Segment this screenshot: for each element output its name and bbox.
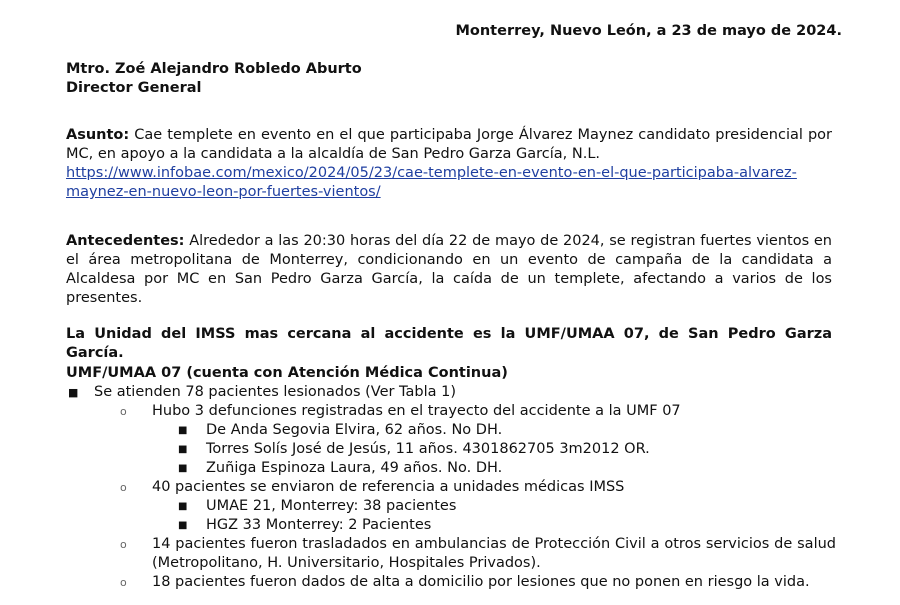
list-item: ■ Torres Solís José de Jesús, 11 años. 4301862705 3m2012 OR. [178, 441, 650, 457]
addressee-title: Director General [66, 80, 202, 96]
list-item: ■ Zuñiga Espinoza Laura, 49 años. No. DH. [178, 460, 503, 476]
list-item: o 18 pacientes fueron dados de alta a domicilio por lesiones que no ponen en riesgo la vida. [120, 574, 810, 590]
patient-summary-list [66, 383, 836, 592]
antecedentes-paragraph [66, 232, 832, 308]
asunto-paragraph [66, 126, 832, 202]
antecedentes-label: Antecedentes: [66, 233, 185, 249]
circle-bullet-icon: o [120, 405, 127, 418]
square-bullet-icon: ■ [178, 520, 188, 531]
addressee-name: Mtro. Zoé Alejandro Robledo Aburto [66, 61, 362, 77]
asunto-label: Asunto: [66, 127, 130, 143]
asunto-text: Cae templete en evento en el que participaba Jorge Álvarez Maynez candidato presidencial por MC, en apoyo a la candidata a la alcaldía de San Pedro Garza García, N.L. [66, 127, 832, 162]
circle-bullet-icon: o [120, 481, 127, 494]
nearest-unit-headline: La Unidad del IMSS mas cercana al accidente es la UMF/UMAA 07, de San Pedro Garza García. [66, 326, 832, 361]
source-link[interactable]: https://www.infobae.com/mexico/2024/05/23/cae-templete-en-evento-en-el-que-participaba-alvarez-maynez-en-nuevo-leon-por-fuertes-vientos/ [66, 165, 797, 200]
umf-section-title: UMF/UMAA 07 (cuenta con Atención Médica Continua) [66, 365, 508, 381]
list-item: ■ UMAE 21, Monterrey: 38 pacientes [178, 498, 457, 514]
circle-bullet-icon: o [120, 576, 127, 589]
list-item: ■ Se atienden 78 pacientes lesionados (Ver Tabla 1) [68, 384, 457, 400]
list-item: ■ HGZ 33 Monterrey: 2 Pacientes [178, 517, 432, 533]
square-bullet-icon: ■ [178, 444, 188, 455]
list-item: o Hubo 3 defunciones registradas en el trayecto del accidente a la UMF 07 [120, 403, 681, 419]
square-bullet-icon: ■ [178, 501, 188, 512]
square-bullet-icon: ■ [68, 386, 79, 399]
antecedentes-text: Alrededor a las 20:30 horas del día 22 de mayo de 2024, se registran fuertes vientos en el área metropolitana de Monterrey, condicionando en un evento de campaña de la candidata a Alcaldesa por MC en San Pedro Garza García, la caída de un templete, afectando a varios de los presentes. [66, 233, 832, 306]
square-bullet-icon: ■ [178, 425, 188, 436]
list-item: ■ De Anda Segovia Elvira, 62 años. No DH. [178, 422, 503, 438]
date-line: Monterrey, Nuevo León, a 23 de mayo de 2024. [455, 23, 842, 39]
list-item: o 14 pacientes fueron trasladados en ambulancias de Protección Civil a otros servicios de salud (Metropolitano, H. Universitario, Hospitales Privados). [120, 536, 836, 571]
list-item: o 40 pacientes se enviaron de referencia a unidades médicas IMSS [120, 479, 625, 495]
square-bullet-icon: ■ [178, 463, 188, 474]
addressee-block [66, 60, 362, 98]
circle-bullet-icon: o [120, 538, 127, 551]
